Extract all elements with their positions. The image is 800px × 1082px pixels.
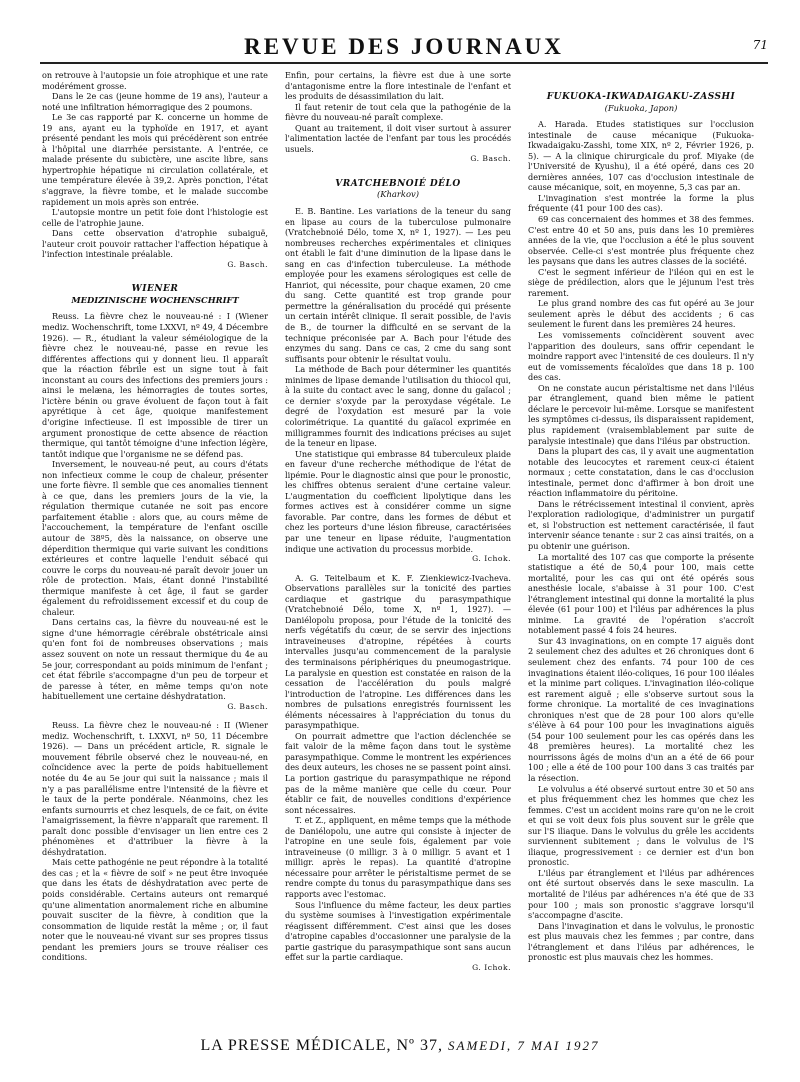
paragraph: On pourrait admettre que l'action déclenchée se fait valoir de la même façon dans tout le système parasympathique. Comme le montrent les expériences des deux auteurs, les choses ne se passent point ainsi. La portion gastrique du parasympathique ne répond pas de la même manière que celle du cœur. Pour établir ce fait, de nouvelles conditions d'expérience sont nécessaires. xyxy=(285,730,511,815)
section-subheading: (Fukuoka, Japon) xyxy=(604,102,678,113)
signature: G. Ichok. xyxy=(472,962,511,972)
paragraph: Le volvulus a été observé surtout entre 30 et 50 ans et plus fréquemment chez les hommes que chez les femmes. C'est un accident moins rare qu'on ne le croit et qui se voit deux fois plus souvent sur le grêle que sur l'S iliaque. Dans le volvulus du grêle les accidents surviennent subitement ; dans le volvulus de l'S iliaque, progressivement : ce dernier est d'un bon pronostic. xyxy=(528,783,754,868)
paragraph: A. G. Teitelbaum et K. F. Zienkiewicz-Ivacheva. Observations parallèles sur la tonicité des parties cardiaque et gastrique du parasympathique (Vratchebnoié Délo, tome X, nº 1, 1927). — Daniélopolu proposa, pour l'étude de la tonicité des nerfs végétatifs du cœur, de se servir des injections intraveineuses d'atropine, répétées à courts intervalles jusqu'au commencement de la paralysie des terminaisons périphériques du pneumogastrique. La paralysie en question est constatée en raison de la cessation de l'accélération du pouls malgré l'introduction de l'atropine. Les différences dans les nombres de pulsations enregistrés fournissent les éléments nécessaires à l'appréciation du tonus du parasympathique. xyxy=(285,572,511,731)
paragraph: Dans cette observation d'atrophie subaiguë, l'auteur croit pouvoir rattacher l'affection hépatique à l'infection intestinale préalable. xyxy=(42,228,268,260)
signature: G. Basch. xyxy=(227,259,268,269)
paragraph: Dans certains cas, la fièvre du nouveau-né est le signe d'une hémorragie cérébrale obstétricale ainsi qu'en font foi de nombreuses observations ; mais assez souvent on note un ressaut thermique du 4e au 5e jour, correspondant au poids minimum de l'enfant ; cet état fébrile s'accompagne d'un peu de torpeur et de paresse à téter, en même temps qu'on note habituellement une certaine déshydratation. xyxy=(42,617,268,702)
paragraph: Quant au traitement, il doit viser surtout à assurer l'alimentation lactée de l'enfant par tous les procédés usuels. xyxy=(285,122,511,154)
paragraph: Dans la plupart des cas, il y avait une augmentation notable des leucocytes et rarement ceux-ci étaient normaux ; cette constatation, dans le cas d'occlusion intestinale, permet donc d'affirmer à bon droit une réaction inflammatoire du péritoine. xyxy=(528,446,754,499)
paragraph: Enfin, pour certains, la fièvre est due à une sorte d'antagonisme entre la flore intestinale de l'enfant et les produits de désassimilation du lait. xyxy=(285,70,511,102)
paragraph: E. B. Bantine. Les variations de la teneur du sang en lipase au cours de la tuberculose pulmonaire (Vratchebnoié Délo, tome X, nº 1, 1927). — Les peu nombreuses recherches expérimentales et cliniques ont établi le fait d'une diminution de la lipase dans le sang en cas d'infection tuberculeuse. La méthode employée pour les examens sérologiques est celle de Hanriot, qui nécessite, pour chaque examen, 20 cme du sang. Cette quantité est trop grande pour permettre la généralisation du procédé qui présente un certain intérêt clinique. Il serait possible, de l'avis de B., de tourner la difficulté en se servant de la technique préconisée par A. Bach pour l'étude des enzymes du sang. Dans ce cas, 2 cme du sang sont suffisants pour obtenir le résultat voulu. xyxy=(285,206,511,364)
paragraph: La méthode de Bach pour déterminer les quantités minimes de lipase demande l'utilisation du thiocol qui, à la suite du contact avec le sang, donne du gaïacol ; ce dernier s'oxyde par la peroxydase végétale. Le degré de l'oxydation est mesuré par la voie colorimétrique. La quantité du gaïacol exprimée en milligrammes fournit des indications précises au sujet de la teneur en lipase. xyxy=(285,364,511,449)
paragraph: T. et Z., appliquent, en même temps que la méthode de Daniélopolu, une autre qui consiste à injecter de l'atropine en une seule fois, également par voie intraveineuse (0 milligr. 3 à 0 milligr. 5 avant et 1 milligr. après le repas). La quantité d'atropine nécessaire pour arrêter le péristaltisme permet de se rendre compte du tonus du parasympathique dans ses rapports avec l'estomac. xyxy=(285,815,511,900)
footer-date: SAMEDI, 7 MAI 1927 xyxy=(448,1038,600,1053)
paragraph: Une statistique qui embrasse 84 tuberculeux plaide en faveur d'une recherche méthodique de l'état de lipémie. Pour le diagnostic ainsi que pour le pronostic, les chiffres obtenus seraient d'une certaine valeur. L'augmentation du coefficient lipolytique dans les formes actives est à considérer comme un signe favorable. Par contre, dans les formes de début et chez les porteurs d'une lésion fibreuse, caractérisées par une teneur en lipase réduite, l'augmentation indique une activation du processus morbide. xyxy=(285,448,511,554)
signature: G. Basch. xyxy=(470,154,511,164)
section-heading: WIENER xyxy=(131,284,179,295)
paragraph: Le 3e cas rapporté par K. concerne un homme de 19 ans, ayant eu la typhoïde en 1917, et ayant présenté pendant les mois qui précédèrent son entrée à l'hôpital une diarrhée persistante. A l'entrée, ce malade présente du subictère, une ascite libre, sans hypertrophie hépatique ni circulation collatérale, et une température élevée à 39,2. Après ponction, l'état s'aggrave, la fièvre tombe, et le malade succombe rapidement un mois après son entrée. xyxy=(42,112,268,207)
paragraph: Reuss. La fièvre chez le nouveau-né : I (Wiener mediz. Wochenschrift, tome LXXVI, nº 49, 4 Décembre 1926). — R., étudiant la valeur séméiologique de la fièvre chez le nouveau-né, passe en revue les différentes affections qui y donnent lieu. Il apparaît que la réaction fébrile est un signe tout à fait inconstant au cours des infections des premiers jours : ainsi le melæna, les hémorragies de toutes sortes, l'ictère bénin ou grave évoluent de façon tout à fait apyrétique à cet âge, quoique manifestement d'origine infectieuse. Il est impossible de tirer un argument pronostique de cette absence de réaction thermique, qui tantôt témoigne d'une infection légère, tantôt indique que l'organisme ne se défend pas. xyxy=(42,311,268,459)
column-3 xyxy=(528,70,754,963)
paragraph: La mortalité des 107 cas que comporte la présente statistique a été de 50,4 pour 100, mais cette mortalité, pour les cas qui ont été opérés sous anesthésie locale, s'abaisse à 31 pour 100. C'est l'étranglement intestinal qui donne la mortalité la plus élevée (61 pour 100) et l'iléus par adhérences la plus minime. La gravité de l'opération s'accroît notablement passé 4 fois 24 heures. xyxy=(528,551,754,636)
page-header xyxy=(40,28,768,64)
paragraph: L'autopsie montre un petit foie dont l'histologie est celle de l'atrophie jaune. xyxy=(42,207,268,228)
paragraph: 69 cas concernaient des hommes et 38 des femmes. C'est entre 40 et 50 ans, puis dans les 10 premières années de la vie, que l'occlusion a été le plus souvent observée. Celle-ci s'est montrée plus fréquente chez les paysans que dans les autres classes de la société. xyxy=(528,214,754,267)
paragraph: Dans le rétrécissement intestinal il convient, après l'exploration radiologique, d'administrer un purgatif et, si l'obstruction est nettement caractérisée, il faut intervenir séance tenante : sur 2 cas ainsi traités, on a pu obtenir une guérison. xyxy=(528,498,754,551)
paragraph: C'est le segment inférieur de l'iléon qui en est le siège de prédilection, alors que le jéjunum l'est très rarement. xyxy=(528,266,754,298)
paragraph: Dans le 2e cas (jeune homme de 19 ans), l'auteur a noté une infiltration hémorragique des 2 poumons. xyxy=(42,91,268,112)
paragraph: On ne constate aucun péristaltisme net dans l'iléus par étranglement, quand bien même le patient déclare le percevoir lui-même. Lorsque se manifestent les symptômes ci-dessus, ils disparaissent rapidement, plus rapidement (vraisemblablement par suite de paralysie intestinale) que dans l'iléus par obstruction. xyxy=(528,382,754,446)
section-heading: MEDIZINISCHE WOCHENSCHRIFT xyxy=(71,294,239,305)
paragraph: Il faut retenir de tout cela que la pathogénie de la fièvre du nouveau-né paraît complexe. xyxy=(285,101,511,123)
footer-journal: LA PRESSE MÉDICALE, Nº 37, xyxy=(200,1037,443,1054)
journal-title: REVUE DES JOURNAUX xyxy=(244,34,564,59)
paragraph: Mais cette pathogénie ne peut répondre à la totalité des cas ; et la « fièvre de soif » ne peut être invoquée que dans les états de déshydratation avec perte de poids considérable. Certains auteurs ont remarqué qu'une alimentation anormalement riche en albumine pouvait susciter de la fièvre, à condition que la consommation de liquide restât la même ; or, il faut noter que le nouveau-né vivant sur ses propres tissus pendant les premiers jours se trouve réaliser ces conditions. xyxy=(42,857,268,963)
paragraph: Inversement, le nouveau-né peut, au cours d'états non infectieux comme le coup de chaleur, présenter une forte fièvre. Il semble que ces anomalies tiennent à ce que, dans les premiers jours de la vie, la régulation thermique cutanée ne soit pas encore parfaitement établie : alors que, au cours même de l'accouchement, la température de l'enfant oscille autour de 38º5, dès la naissance, on observe une déperdition thermique qui varie suivant les conditions extérieures et contre laquelle l'enduit sébacé qui couvre le corps du nouveau-né paraît devoir jouer un rôle de protection. Mais, étant donné l'instabilité thermique manifeste à cet âge, il faut se garder également du refroidissement excessif et du coup de chaleur. xyxy=(42,459,268,617)
section-heading: FUKUOKA-IKWADAIGAKU-ZASSHI xyxy=(546,92,736,102)
column-1 xyxy=(42,70,268,963)
section-heading: VRATCHEBNOIÉ DÉLO xyxy=(335,178,461,189)
paragraph: Le plus grand nombre des cas fut opéré au 3e jour seulement après le début des accidents ; 6 cas seulement le furent dans les premières 24 heures. xyxy=(528,298,754,330)
paragraph: on retrouve à l'autopsie un foie atrophique et une rate modérément grosse. xyxy=(42,70,268,91)
paragraph: Dans l'invagination et dans le volvulus, le pronostic est plus mauvais chez les femmes ; par contre, dans l'étranglement et dans l'iléus par adhérences, le pronostic est plus mauvais chez les hommes. xyxy=(528,920,754,963)
paragraph: A. Harada. Etudes statistiques sur l'occlusion intestinale de cause mécanique (Fukuoka-Ikwadaigaku-Zasshi, tome XIX, nº 2, Février 1926, p. 5). — A la clinique chirurgicale du prof. Miyake (de l'Université de Kyushu), il a été opéré, dans ces 20 dernières années, 107 cas d'occlusion intestinale de cause mécanique, soit, en moyenne, 5,3 cas par an. xyxy=(528,119,754,193)
signature: G. Ichok. xyxy=(472,554,511,564)
paragraph: Les vomissements coïncidèrent souvent avec l'apparition des douleurs, sans offrir cependant le moindre rapport avec l'intensité de ces douleurs. Il n'y eut de vomissements fécaloïdes que dans 18 p. 100 des cas. xyxy=(528,330,754,383)
paragraph: L'iléus par étranglement et l'iléus par adhérences ont été surtout observés dans le sexe masculin. La mortalité de l'iléus par adhérences n'a été que de 33 pour 100 ; mais son pronostic s'aggrave lorsqu'il s'accompagne d'ascite. xyxy=(528,867,754,921)
signature: G. Basch. xyxy=(227,701,268,711)
paragraph: Sous l'influence du même facteur, les deux parties du système soumises à l'investigation expérimentale réagissent différemment. C'est ainsi que les doses d'atropine capables d'occasionner une paralysie de la partie gastrique du parasympathique sont sans aucun effet sur la partie cardiaque. xyxy=(285,899,511,963)
page-number: 71 xyxy=(752,38,768,52)
section-subheading: (Kharkov) xyxy=(376,189,420,200)
column-2 xyxy=(285,70,511,973)
paragraph: L'invagination s'est montrée la forme la plus fréquente (41 pour 100 des cas). xyxy=(528,192,754,214)
paragraph: Sur 43 invaginations, on en compte 17 aiguës dont 2 seulement chez des adultes et 26 chroniques dont 6 seulement chez des enfants. 74 pour 100 de ces invaginations étaient iléo-coliques, 16 pour 100 iléales et la minime part coliques. L'invagination iléo-colique est rarement aiguë ; elle s'observe surtout sous la forme chronique. La mortalité de ces invaginations chroniques n'est que de 28 pour 100 alors qu'elle s'élève à 64 pour 100 pour les invaginations aiguës (54 pour 100 seulement pour les cas opérés dans les 48 premières heures). La mortalité chez les nourrissons âgés de moins d'un an a été de 66 pour 100 ; elle a été de 100 pour 100 dans 3 cas traités par la résection. xyxy=(528,635,754,783)
page-footer xyxy=(200,1037,600,1055)
paragraph: Reuss. La fièvre chez le nouveau-né : II (Wiener mediz. Wochenschrift, t. LXXVI, nº 50, 11 Décembre 1926). — Dans un précédent article, R. signale le mouvement fébrile observé chez le nouveau-né, en coïncidence avec la perte de poids habituellement notée du 4e au 5e jour qui suit la naissance ; mais il n'y a pas parallélisme entre l'intensité de la fièvre et le taux de la perte pondérale. Néanmoins, chez les enfants surnourris et chez lesquels, de ce fait, on évite l'amaigrissement, la fièvre n'apparaît que rarement. Il paraît donc possible d'envisager un lien entre ces 2 phénomènes et d'attribuer la fièvre à la déshydratation. xyxy=(42,720,268,857)
